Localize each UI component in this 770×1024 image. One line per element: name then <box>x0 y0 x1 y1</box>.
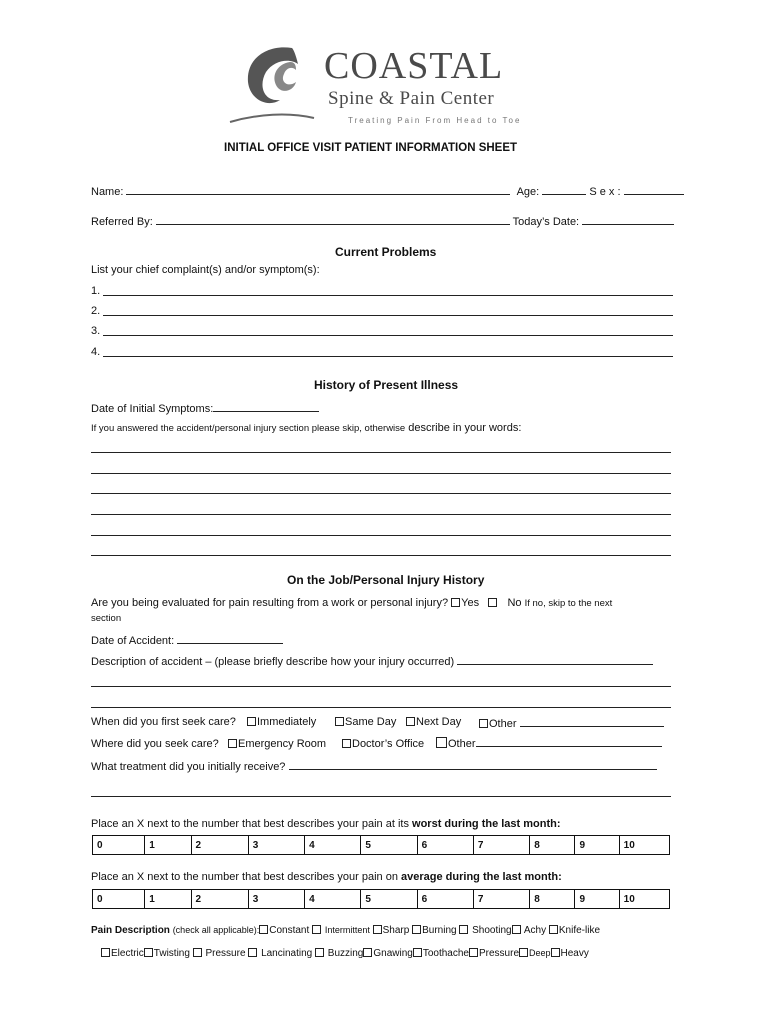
sex-label: S e x : <box>589 186 621 198</box>
complaint-input-3[interactable] <box>103 335 673 336</box>
where-seek-other-checkbox[interactable] <box>436 737 447 748</box>
pain-achy-checkbox[interactable] <box>512 925 521 934</box>
pain-worst-prefix: Place an X next to the number that best describes your pain at its <box>91 818 409 830</box>
complaint-label-4: 4. <box>91 346 101 358</box>
accident-description-row <box>91 654 653 668</box>
where-seek-er-checkbox[interactable] <box>228 739 237 748</box>
first-seek-next-day-checkbox[interactable] <box>406 717 415 726</box>
complaint-label-3: 3. <box>91 325 101 337</box>
pain-constant-label: Constant <box>269 925 310 936</box>
history-instruction <box>91 422 521 434</box>
history-line-1[interactable] <box>91 452 671 453</box>
pain-average-6[interactable]: 6 <box>417 890 473 909</box>
injury-no-checkbox[interactable] <box>488 598 497 607</box>
first-seek-immediately-checkbox[interactable] <box>247 717 256 726</box>
complaint-input-4[interactable] <box>103 356 673 357</box>
current-problems-heading: Current Problems <box>335 245 437 259</box>
referred-row <box>91 214 674 228</box>
logo-swirl-icon <box>228 42 318 124</box>
history-instruction-small: If you answered the accident/personal injury section please skip, otherwise <box>91 423 406 434</box>
pain-toothache-label: Toothache <box>422 948 469 959</box>
initial-symptoms-row <box>91 401 319 415</box>
pain-average-scale <box>92 889 670 909</box>
todays-date-input[interactable] <box>582 214 674 225</box>
pain-worst-8[interactable]: 8 <box>530 836 575 855</box>
where-seek-other[interactable] <box>436 736 662 750</box>
pain-worst-0[interactable]: 0 <box>93 836 145 855</box>
sex-input[interactable] <box>624 184 684 195</box>
page-title: INITIAL OFFICE VISIT PATIENT INFORMATION SHEET <box>224 142 518 154</box>
pain-deep-checkbox[interactable] <box>519 948 528 957</box>
pain-sharp-label: Sharp <box>382 925 410 936</box>
accident-date-row <box>91 633 283 647</box>
accident-date-input[interactable] <box>177 633 283 644</box>
logo-tagline: Treating Pain From Head to Toe <box>348 116 522 125</box>
first-seek-other-input[interactable] <box>520 716 664 727</box>
pain-gnawing-label: Gnawing <box>373 948 413 959</box>
pain-buzzing-checkbox[interactable] <box>315 948 324 957</box>
pain-average-emphasis: average during the last month: <box>401 871 562 883</box>
complaint-label-1: 1. <box>91 285 101 297</box>
pain-description-label: Pain Description <box>91 925 170 936</box>
pain-intermittent-label: Intermittent <box>324 925 370 935</box>
where-seek-label: Where did you seek care? <box>91 738 219 750</box>
injury-skip-note-cont: section <box>91 613 122 624</box>
initial-symptoms-input[interactable] <box>213 401 319 412</box>
pain-pressure-2-label: Pressure <box>478 948 519 959</box>
injury-yes-label: Yes <box>461 597 480 609</box>
accident-line-2[interactable] <box>91 707 671 708</box>
pain-burning-label: Burning <box>422 925 457 936</box>
where-seek-other-input[interactable] <box>476 736 662 747</box>
complaint-input-2[interactable] <box>103 315 673 316</box>
accident-description-label: Description of accident – (please briefly describe how your injury occurred) <box>91 656 455 668</box>
pain-description-row-2 <box>101 948 589 959</box>
pain-sharp-checkbox[interactable] <box>373 925 382 934</box>
injury-no-label: No <box>507 597 522 609</box>
injury-question: Are you being evaluated for pain resulting from a work or personal injury? <box>91 597 449 609</box>
injury-heading: On the Job/Personal Injury History <box>287 573 485 587</box>
pain-worst-emphasis: worst during the last month: <box>412 818 561 830</box>
history-line-2[interactable] <box>91 473 671 474</box>
injury-question-row <box>91 597 612 609</box>
pain-toothache-checkbox[interactable] <box>413 948 422 957</box>
pain-knife-like-checkbox[interactable] <box>549 925 558 934</box>
first-seek-same-day[interactable] <box>335 716 396 728</box>
age-input[interactable] <box>542 184 586 195</box>
pain-heavy-label: Heavy <box>560 948 589 959</box>
pain-electric-label: Electric <box>111 948 144 959</box>
first-seek-label: When did you first seek care? <box>91 716 236 728</box>
pain-shooting-checkbox[interactable] <box>459 925 468 934</box>
name-row <box>91 184 684 198</box>
pain-worst-7[interactable]: 7 <box>473 836 529 855</box>
pain-worst-1[interactable]: 1 <box>145 836 191 855</box>
history-line-4[interactable] <box>91 514 671 515</box>
pain-average-9[interactable]: 9 <box>575 890 619 909</box>
first-seek-immediately[interactable] <box>247 716 316 728</box>
treatment-label: What treatment did you initially receive? <box>91 761 286 773</box>
logo-subtitle: Spine & Pain Center <box>328 88 495 109</box>
pain-worst-10[interactable]: 10 <box>619 836 669 855</box>
accident-date-label: Date of Accident: <box>91 635 175 647</box>
pain-knife-like-label: Knife-like <box>558 925 601 936</box>
pain-worst-2[interactable]: 2 <box>191 836 248 855</box>
pain-average-prompt <box>91 871 562 883</box>
pain-gnawing-checkbox[interactable] <box>363 948 372 957</box>
complaint-label-2: 2. <box>91 305 101 317</box>
age-label: Age: <box>516 186 540 198</box>
injury-skip-note: If no, skip to the next <box>524 598 613 609</box>
referred-input[interactable] <box>156 214 510 225</box>
pain-buzzing-label: Buzzing <box>327 948 364 959</box>
treatment-input[interactable] <box>289 759 657 770</box>
complaint-input-1[interactable] <box>103 295 673 296</box>
pain-worst-scale <box>92 835 670 855</box>
first-seek-other-label: Other <box>489 718 517 730</box>
pain-average-prefix: Place an X next to the number that best describes your pain on <box>91 871 398 883</box>
where-seek-doctor-checkbox[interactable] <box>342 739 351 748</box>
pain-average-0[interactable]: 0 <box>93 890 145 909</box>
pain-worst-4[interactable]: 4 <box>305 836 361 855</box>
pain-worst-5[interactable]: 5 <box>361 836 417 855</box>
first-seek-same-day-checkbox[interactable] <box>335 717 344 726</box>
pain-shooting-label: Shooting <box>472 925 512 936</box>
pain-heavy-checkbox[interactable] <box>551 948 560 957</box>
name-input[interactable] <box>126 184 510 195</box>
pain-average-10[interactable]: 10 <box>619 890 669 909</box>
first-seek-next-day[interactable] <box>406 716 461 728</box>
pain-worst-3[interactable]: 3 <box>248 836 304 855</box>
history-line-6[interactable] <box>91 555 671 556</box>
pain-lancinating-label: Lancinating <box>261 948 313 959</box>
pain-pressure-2-checkbox[interactable] <box>469 948 478 957</box>
accident-description-input[interactable] <box>457 654 653 665</box>
first-seek-other[interactable] <box>479 716 664 730</box>
logo-name: COASTAL <box>324 45 504 87</box>
current-problems-prompt: List your chief complaint(s) and/or symptom(s): <box>91 264 320 276</box>
where-seek-doctor[interactable] <box>342 738 424 750</box>
pain-lancinating-checkbox[interactable] <box>248 948 257 957</box>
pain-worst-6[interactable]: 6 <box>417 836 473 855</box>
pain-pressure-label: Pressure <box>205 948 246 959</box>
pain-twisting-checkbox[interactable] <box>144 948 153 957</box>
where-seek-er[interactable] <box>228 738 326 750</box>
pain-average-3[interactable]: 3 <box>248 890 304 909</box>
pain-average-2[interactable]: 2 <box>191 890 248 909</box>
history-instruction-large: describe in your words: <box>408 422 522 434</box>
history-heading: History of Present Illness <box>314 378 459 392</box>
treatment-row <box>91 759 657 773</box>
first-seek-same-day-label: Same Day <box>345 716 397 728</box>
where-seek-other-label: Other <box>448 738 476 750</box>
first-seek-immediately-label: Immediately <box>257 716 317 728</box>
where-seek-doctor-label: Doctor’s Office <box>352 738 425 750</box>
accident-line-1[interactable] <box>91 686 671 687</box>
logo <box>228 42 548 132</box>
name-label: Name: <box>91 186 124 198</box>
initial-symptoms-label: Date of Initial Symptoms: <box>91 403 214 415</box>
where-seek-er-label: Emergency Room <box>238 738 327 750</box>
pain-worst-9[interactable]: 9 <box>575 836 619 855</box>
pain-average-5[interactable]: 5 <box>361 890 417 909</box>
pain-twisting-label: Twisting <box>153 948 190 959</box>
treatment-line-2[interactable] <box>91 796 671 797</box>
pain-average-1[interactable]: 1 <box>145 890 191 909</box>
pain-worst-prompt <box>91 818 561 830</box>
first-seek-other-checkbox[interactable] <box>479 719 488 728</box>
history-line-5[interactable] <box>91 535 671 536</box>
pain-intermittent-checkbox[interactable] <box>312 925 321 934</box>
pain-deep-label: Deep <box>529 948 551 958</box>
pain-description-hint: (check all applicable): <box>172 925 260 935</box>
pain-average-7[interactable]: 7 <box>473 890 529 909</box>
history-line-3[interactable] <box>91 493 671 494</box>
pain-achy-label: Achy <box>523 925 547 936</box>
pain-constant-checkbox[interactable] <box>259 925 268 934</box>
first-seek-next-day-label: Next Day <box>416 716 462 728</box>
pain-burning-checkbox[interactable] <box>412 925 421 934</box>
referred-label: Referred By: <box>91 216 153 228</box>
todays-date-label: Today’s Date: <box>512 216 580 228</box>
pain-average-8[interactable]: 8 <box>530 890 575 909</box>
pain-average-4[interactable]: 4 <box>305 890 361 909</box>
pain-description-row-1 <box>91 925 600 936</box>
pain-electric-checkbox[interactable] <box>101 948 110 957</box>
injury-yes-checkbox[interactable] <box>451 598 460 607</box>
pain-pressure-checkbox[interactable] <box>193 948 202 957</box>
